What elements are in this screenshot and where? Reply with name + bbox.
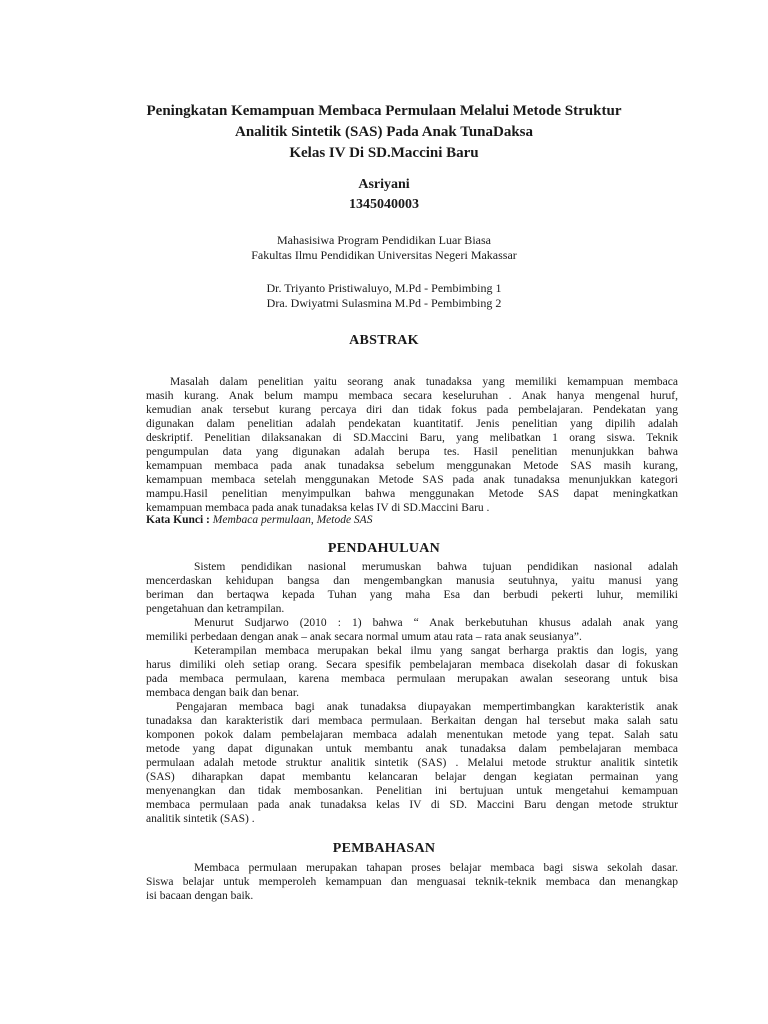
text-line: kemampuan membaca setelah menggunakan Metode SAS pada anak tunadaksa menunjukkan kategori [146, 474, 678, 486]
text-line: mencerdaskan kehidupan bangsa dan mengembangkan manusia seutuhnya, yaitu manusi yang [146, 575, 678, 587]
author-block [60, 175, 708, 215]
text-line: pada membaca permulaan, karena membaca permulaan merupakan awalan seseorang untuk bisa [146, 673, 678, 685]
text-line: pengetahuan dan ketrampilan. [146, 603, 285, 615]
text-line: Membaca permulaan merupakan tahapan proses belajar membaca bagi siswa sekolah dasar. [194, 862, 678, 874]
affiliation-block [60, 233, 708, 263]
text-line: Keterampilan membaca merupakan bekal ilmu yang sangat berharga praktis dan logis, yang [194, 645, 678, 657]
abstract-paragraph [146, 375, 678, 515]
keywords-line [146, 513, 372, 527]
affiliation-line-2: Fakultas Ilmu Pendidikan Universitas Negeri Makassar [251, 248, 517, 262]
pendahuluan-paragraph-2 [146, 616, 678, 644]
text-line: permulaan adalah metode struktur analitik sintetik (SAS) . Melalui metode struktur analitik sintetik [146, 757, 678, 769]
paper-title [60, 101, 708, 164]
title-line-3: Kelas IV Di SD.Maccini Baru [289, 145, 479, 161]
supervisors-block [60, 281, 708, 311]
supervisor-1: Dr. Triyanto Pristiwaluyo, M.Pd - Pembimbing 1 [266, 281, 502, 295]
text-line: Siswa belajar untuk memperoleh kemampuan dan menguasai teknik-teknik membaca dan menangkap [146, 876, 678, 888]
pendahuluan-paragraph-1 [146, 560, 678, 616]
pembahasan-heading: PEMBAHASAN [332, 841, 436, 856]
text-line: Pengajaran membaca bagi anak tunadaksa diupayakan mempertimbangkan karakteristik anak [176, 701, 678, 713]
keywords-label: Kata Kunci : [146, 514, 210, 526]
text-line: mampu.Hasil penelitian menyimpulkan bahwa menggunakan Metode SAS dapat meningkatkan [146, 488, 678, 500]
pendahuluan-paragraph-3 [146, 644, 678, 700]
text-line: tunadaksa dan karakteristik dari membaca permulaan. Berkaitan dengan hal tersebut maka salah satu [146, 715, 678, 727]
pendahuluan-paragraph-4 [146, 700, 678, 826]
text-line: pengumpulan data yang digunakan adalah berupa tes. Hasil penelitian menunjukkan bahwa [146, 446, 678, 458]
text-line: kemampuan membaca pada anak tunadaksa kelas IV di SD.Maccini Baru . [146, 502, 490, 514]
abstract-heading: ABSTRAK [349, 333, 419, 348]
title-line-2: Analitik Sintetik (SAS) Pada Anak TunaDaksa [234, 124, 534, 140]
keywords-value: Membaca permulaan, Metode SAS [212, 514, 373, 526]
text-line: komponen pokok dalam pembelajaran membaca adalah menentukan metode yang tepat. Salah satu [146, 729, 678, 741]
text-line: kemudian anak tersebut kurang percaya diri dan tidak fokus pada pembelajaran. Pendekatan yang [146, 404, 678, 416]
title-line-1: Peningkatan Kemampuan Membaca Permulaan Melalui Metode Struktur [146, 103, 622, 119]
affiliation-line-1: Mahasisiwa Program Pendidikan Luar Biasa [277, 233, 491, 247]
text-line: metode yang dapat digunakan untuk membantu anak tunadaksa dalam pembelajaran membaca [146, 743, 678, 755]
text-line: digunakan dalam penelitian adalah pendekatan kuantitatif. Jenis penelitian yang dipilih adalah [146, 418, 678, 430]
text-line: membaca dengan baik dan benar. [146, 687, 299, 699]
text-line: Menurut Sudjarwo (2010 : 1) bahwa “ Anak berkebutuhan khusus adalah anak yang [194, 617, 678, 629]
text-line: analitik sintetik (SAS) . [146, 813, 255, 825]
author-id: 1345040003 [349, 197, 419, 212]
text-line: beriman dan bertaqwa kepada Tuhan yang maha Esa dan berbudi pekerti luhur, memiliki [146, 589, 678, 601]
pendahuluan-heading: PENDAHULUAN [327, 541, 441, 556]
pembahasan-paragraph-1 [146, 861, 678, 903]
text-line: masih kurang. Anak belum mampu membaca secara keseluruhan . Anak hanya mengenal huruf, [146, 390, 678, 402]
supervisor-2: Dra. Dwiyatmi Sulasmina M.Pd - Pembimbing 2 [266, 296, 502, 310]
text-line: membaca permulaan pada anak tunadaksa kelas IV di SD. Maccini Baru dengan metode struktur [146, 799, 678, 811]
text-line: (SAS) diharapkan dapat membantu kelancaran belajar dengan kegiatan permainan yang [146, 771, 678, 783]
text-line: Masalah dalam penelitian yaitu seorang anak tunadaksa yang memiliki kemampuan membaca [170, 376, 678, 388]
text-line: kemampuan membaca pada anak tunadaksa sebelum menggunakan Metode SAS masih kurang, [146, 460, 678, 472]
text-line: memiliki perbedaan dengan anak – anak secara normal umum atau rata – rata anak seusianya”. [146, 631, 582, 643]
text-line: harus dimiliki oleh setiap orang. Secara spesifik pembelajaran membaca disekolah dasar di fokuskan [146, 659, 678, 671]
text-line: Sistem pendidikan nasional merumuskan bahwa tujuan pendidikan nasional adalah [194, 561, 678, 573]
text-line: menyenangkan dan tidak membosankan. Penelitian ini bertujuan untuk mengetahui kemampuan [146, 785, 678, 797]
author-name: Asriyani [358, 177, 410, 192]
text-line: deskriptif. Penelitian dilaksanakan di SD.Maccini Baru, yang melibatkan 1 orang siswa. Teknik [146, 432, 678, 444]
text-line: isi bacaan dengan baik. [146, 890, 254, 902]
